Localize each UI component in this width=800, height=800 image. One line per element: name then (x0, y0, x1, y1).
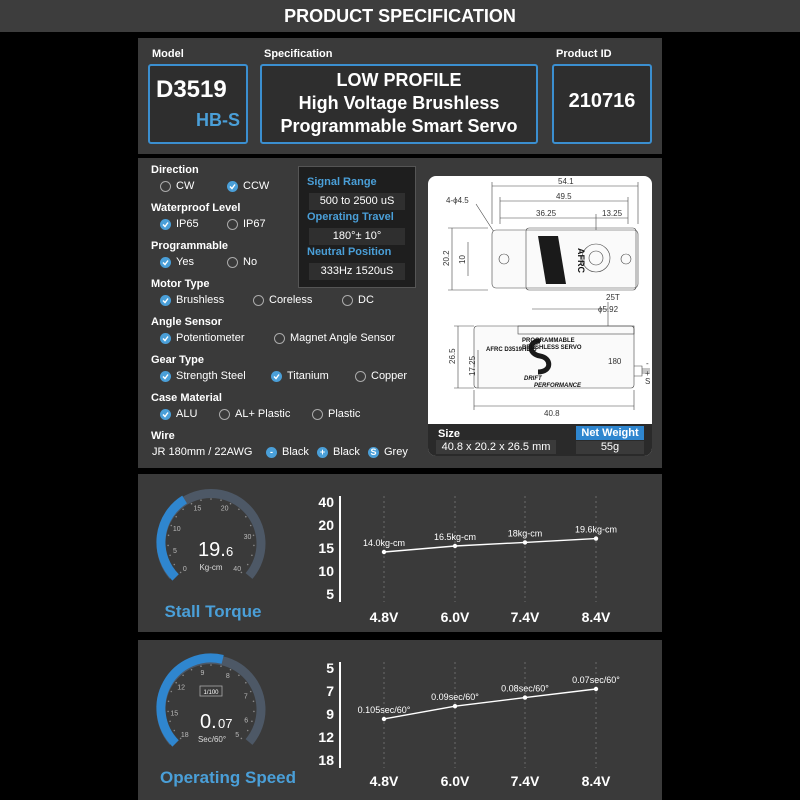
torque-gauge-tick: 10 (172, 525, 181, 533)
gauge-dot (250, 525, 252, 527)
wire-label: Wire (151, 430, 175, 442)
data-point (453, 544, 457, 548)
torque-gauge-tick: 15 (193, 505, 202, 513)
dim-49-5: 49.5 (556, 192, 572, 201)
product-id-box (552, 64, 652, 144)
check-icon (160, 333, 171, 344)
radio-empty-icon (253, 295, 264, 306)
torque-value-small: 6 (226, 544, 234, 559)
gauge-dot (245, 516, 247, 518)
option-titanium[interactable]: Titanium (271, 370, 329, 382)
y-tick-label: 9 (326, 706, 334, 722)
torque-chart (318, 474, 648, 632)
weight-label: Net Weight (576, 426, 644, 440)
gauge-dot (230, 503, 232, 505)
product-id-label: Product ID (556, 48, 612, 60)
y-tick-label: 40 (318, 494, 334, 510)
gauge-dot (168, 701, 170, 703)
gauge-dot (253, 535, 255, 537)
data-point (594, 536, 598, 540)
info-section (138, 38, 662, 154)
signal-range-value: 500 to 2500 uS (309, 193, 405, 210)
speed-unit: Sec/60° (197, 735, 227, 744)
spec-line-1: LOW PROFILE (336, 70, 462, 90)
check-icon (227, 181, 238, 192)
option-ip65[interactable]: IP65 (160, 218, 199, 230)
check-icon (160, 257, 171, 268)
motor-label: Motor Type (151, 278, 210, 290)
option-brushless[interactable]: Brushless (160, 294, 224, 306)
data-label: 0.09sec/60° (431, 692, 479, 703)
gauge-dot (169, 555, 171, 557)
option-yes[interactable]: Yes (160, 256, 194, 268)
dim-13-25: 13.25 (602, 209, 623, 218)
x-tick-label: 8.4V (581, 773, 611, 789)
gauge-dot (171, 691, 173, 693)
gauge-dot (220, 499, 222, 501)
dim-36-25: 36.25 (536, 209, 557, 218)
gauge-dot (241, 572, 243, 574)
radio-empty-icon (312, 409, 323, 420)
data-label: 14.0kg-cm (362, 538, 406, 548)
torque-gauge (146, 482, 276, 602)
gauge-dot (169, 721, 171, 723)
speed-gauge-tick: 9 (200, 670, 205, 677)
option-ip67[interactable]: IP67 (227, 218, 266, 230)
dim-20-2: 20.2 (442, 250, 451, 266)
speed-gauge (146, 648, 276, 768)
data-label: 0.105sec/60° (357, 704, 411, 715)
features-section (138, 158, 662, 468)
speed-gauge-tick: 7 (243, 693, 248, 701)
plus-icon: + (317, 447, 328, 458)
gauge-dot (191, 669, 193, 671)
option-alu[interactable]: ALU (160, 408, 197, 420)
data-point (382, 550, 386, 554)
speed-gauge-tick: 15 (170, 710, 179, 718)
x-tick-label: 4.8V (369, 609, 399, 625)
dim-hole: 4-ϕ4.5 (446, 196, 469, 205)
speed-section (138, 640, 662, 800)
radio-empty-icon (227, 257, 238, 268)
angle-sensor-label: Angle Sensor (151, 316, 222, 328)
option-cw[interactable]: CW (160, 180, 194, 192)
size-weight-strip (428, 424, 652, 456)
spec-label: Specification (264, 48, 333, 60)
header-bar (0, 0, 800, 32)
speed-gauge-tick: 18 (180, 732, 189, 740)
model-box (148, 64, 248, 144)
speed-gauge-tick: 8 (225, 673, 230, 680)
gear-type-label: Gear Type (151, 354, 204, 366)
check-icon (160, 295, 171, 306)
y-tick-label: 18 (318, 752, 334, 768)
dimension-drawing-panel (428, 176, 652, 456)
gauge-dot (245, 682, 247, 684)
gauge-dot (238, 675, 240, 677)
model-variant: HB-S (196, 110, 240, 130)
gauge-dot (200, 665, 202, 667)
model-label: Model (152, 48, 184, 60)
x-tick-label: 6.0V (440, 609, 470, 625)
torque-gauge-tick: 5 (172, 548, 177, 556)
neutral-position-value: 333Hz 1520uS (309, 263, 405, 280)
x-tick-label: 7.4V (510, 609, 540, 625)
gauge-dot (168, 535, 170, 537)
y-tick-label: 5 (326, 586, 334, 602)
gauge-dot (200, 499, 202, 501)
torque-section (138, 474, 662, 632)
x-tick-label: 8.4V (581, 609, 611, 625)
model-name: D3519 (156, 76, 227, 103)
performance-mark: PERFORMANCE (534, 383, 582, 389)
gauge-dot (180, 572, 182, 574)
torque-gauge-tick: 0 (182, 566, 187, 574)
operating-travel-value: 180°± 10° (309, 228, 405, 245)
gauge-dot (247, 564, 249, 566)
radio-empty-icon (219, 409, 230, 420)
gauge-dot (182, 509, 184, 511)
dim-25t: 25T (606, 293, 620, 302)
product-id-value: 210716 (568, 90, 636, 112)
radio-empty-icon (355, 371, 366, 382)
dim-54-1: 54.1 (558, 177, 574, 186)
torque-gauge-fill (161, 500, 185, 578)
torque-title: Stall Torque (164, 602, 262, 621)
data-point (523, 540, 527, 544)
lead-plus-label: + (645, 369, 650, 378)
y-tick-label: 15 (318, 540, 334, 556)
x-tick-label: 7.4V (510, 773, 540, 789)
gauge-dot (191, 503, 193, 505)
option-copper[interactable]: Copper (355, 370, 407, 382)
gauge-dot (250, 691, 252, 693)
page-title: PRODUCT SPECIFICATION (284, 6, 516, 26)
gauge-dot (167, 545, 169, 547)
gauge-dot (253, 545, 255, 547)
y-tick-label: 5 (326, 660, 334, 676)
option-ccw[interactable]: CCW (227, 180, 269, 192)
y-tick-label: 12 (318, 729, 334, 745)
torque-gauge-tick: 30 (243, 534, 252, 542)
gauge-dot (230, 669, 232, 671)
radio-empty-icon (274, 333, 285, 344)
gauge-dot (253, 711, 255, 713)
gauge-dot (220, 665, 222, 667)
y-tick-label: 7 (326, 683, 334, 699)
spec-box (260, 64, 538, 144)
gauge-dot (251, 721, 253, 723)
y-tick-label: 20 (318, 517, 334, 533)
neutral-position-label: Neutral Position (307, 246, 392, 258)
case-material-label: Case Material (151, 392, 222, 404)
data-point (523, 695, 527, 699)
programmable-label: Programmable (151, 240, 229, 252)
wire-lead-plus: + Black (317, 446, 360, 458)
speed-value-main: 0. (200, 711, 217, 733)
torque-unit: Kg-cm (199, 563, 223, 572)
speed-gauge-tick: 5 (235, 732, 240, 740)
gauge-dot (210, 664, 212, 666)
drift-mark: DRIFT (524, 376, 542, 382)
gauge-dot (182, 675, 184, 677)
series-line (384, 539, 596, 552)
dim-5-92: ϕ5.92 (598, 305, 619, 314)
signal-box (298, 166, 416, 288)
radio-empty-icon (342, 295, 353, 306)
gauge-dot (175, 682, 177, 684)
x-tick-label: 4.8V (369, 773, 399, 789)
data-label: 18kg-cm (507, 528, 543, 539)
gauge-dot (251, 555, 253, 557)
gauge-dot (247, 730, 249, 732)
data-label: 0.07sec/60° (572, 675, 620, 685)
speed-chart (318, 640, 648, 800)
x-tick-label: 6.0V (440, 773, 470, 789)
check-icon (160, 219, 171, 230)
data-label: 0.08sec/60° (501, 683, 549, 694)
dim-26-5: 26.5 (448, 348, 457, 364)
gauge-dot (167, 711, 169, 713)
spec-line-3: Programmable Smart Servo (280, 116, 518, 136)
check-icon (271, 371, 282, 382)
gauge-dot (171, 525, 173, 527)
data-label: 19.6kg-cm (574, 524, 618, 535)
lead-s-label: S (645, 377, 651, 386)
torque-gauge-tick: 40 (233, 566, 242, 574)
series-line (384, 689, 596, 719)
option-magnet-sensor[interactable]: Magnet Angle Sensor (274, 332, 395, 344)
waterproof-label: Waterproof Level (151, 202, 241, 214)
wire-spec: JR 180mm / 22AWG (152, 446, 253, 458)
speed-title: Operating Speed (159, 768, 297, 787)
option-potentiometer[interactable]: Potentiometer (160, 332, 244, 344)
data-point (594, 687, 598, 691)
gauge-dot (238, 509, 240, 511)
prog-mark-line-1: PROGRAMMABLE (522, 338, 575, 344)
option-plastic[interactable]: Plastic (312, 408, 360, 420)
option-dc[interactable]: DC (342, 294, 374, 306)
data-point (382, 717, 386, 721)
spec-line-2: High Voltage Brushless (298, 93, 500, 113)
gauge-dot (175, 516, 177, 518)
weight-value: 55g (576, 441, 644, 454)
brand-mark: AFRC (576, 248, 586, 273)
model-tag: AFRC D3519HB-S (486, 347, 537, 353)
torque-value-main: 19. (198, 539, 226, 561)
option-no[interactable]: No (227, 256, 257, 268)
dim-40-8: 40.8 (544, 409, 560, 416)
lead-minus-label: - (646, 359, 649, 368)
direction-label: Direction (151, 164, 199, 176)
prog-mark-line-2: BRUSHLESS SERVO (522, 345, 582, 351)
speed-gauge-tick: 6 (244, 717, 249, 725)
gauge-dot (174, 730, 176, 732)
operating-travel-label: Operating Travel (307, 211, 394, 223)
wire-lead-signal: S Grey (368, 446, 408, 458)
gauge-dot (180, 738, 182, 740)
dim-180: 180 (608, 357, 622, 366)
radio-empty-icon (227, 219, 238, 230)
signal-range-label: Signal Range (307, 176, 377, 188)
minus-icon: - (266, 447, 277, 458)
size-value-box: 40.8 x 20.2 x 26.5 mm (436, 440, 556, 454)
radio-empty-icon (160, 181, 171, 192)
y-tick-label: 10 (318, 563, 334, 579)
check-icon (160, 371, 171, 382)
gauge-dot (253, 701, 255, 703)
option-coreless[interactable]: Coreless (253, 294, 312, 306)
torque-gauge-tick: 20 (220, 505, 229, 513)
size-label: Size (438, 428, 461, 440)
option-al-plastic[interactable]: AL+ Plastic (219, 408, 290, 420)
check-icon (160, 409, 171, 420)
data-label: 16.5kg-cm (433, 532, 477, 542)
gauge-dot (174, 564, 176, 566)
data-point (453, 704, 457, 708)
speed-value-small: 07 (218, 716, 233, 731)
wire-lead-minus: - Black (266, 446, 309, 458)
gauge-dot (210, 498, 212, 500)
signal-icon: S (368, 447, 379, 458)
speed-badge: 1/100 (203, 690, 219, 696)
servo-drawing (428, 176, 652, 416)
gauge-dot (241, 738, 243, 740)
speed-gauge-tick: 12 (177, 684, 185, 692)
option-strength-steel[interactable]: Strength Steel (160, 370, 246, 382)
dim-17-25: 17.25 (468, 355, 477, 376)
dim-10: 10 (458, 255, 467, 264)
